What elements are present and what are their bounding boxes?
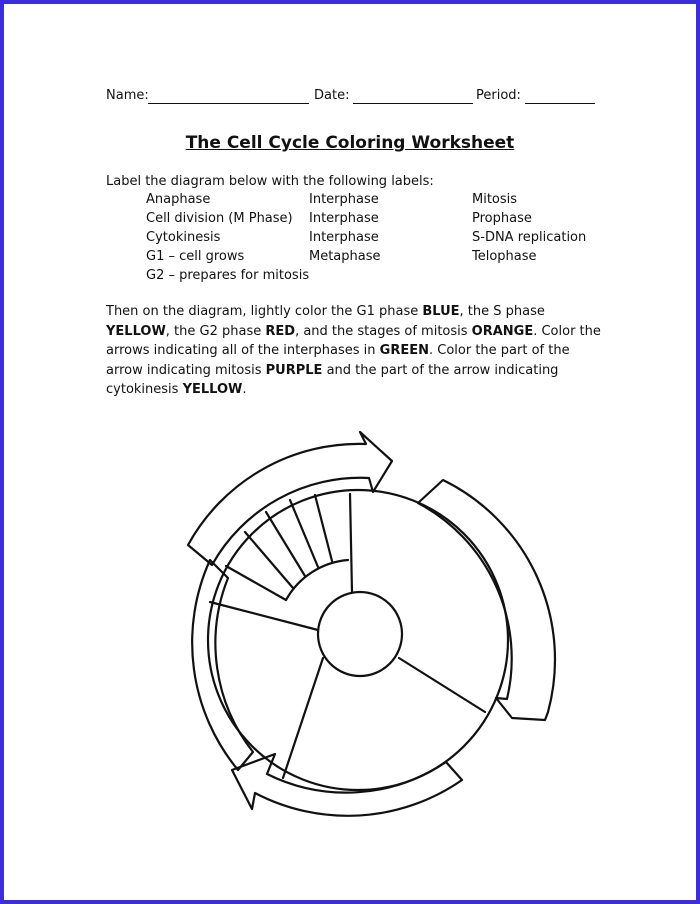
label-list-item: Interphase: [309, 192, 379, 207]
instruction-text: .: [242, 382, 247, 397]
instruction-text: , the S phase: [459, 304, 545, 319]
label-list-item: G1 – cell grows: [146, 249, 245, 264]
label-list-item: Telophase: [472, 249, 537, 264]
wheel-center: [318, 592, 402, 676]
label-list-item: Anaphase: [146, 192, 211, 207]
label-list-item: Metaphase: [309, 249, 381, 264]
wheel-divider: [283, 658, 323, 778]
label-list-item: Cytokinesis: [146, 230, 221, 245]
color-word-yellow: YELLOW: [182, 382, 243, 397]
label-list-item: Interphase: [309, 211, 379, 226]
wheel-divider: [350, 494, 352, 592]
instruction-text: Then on the diagram, lightly color the G1 phase: [106, 304, 423, 319]
cycle-arrow-top[interactable]: [188, 432, 392, 565]
name-label: Name:: [106, 88, 149, 103]
mitosis-divider: [226, 566, 286, 600]
label-list-item: G2 – prepares for mitosis: [146, 268, 310, 283]
instructions-intro: Label the diagram below with the following labels:: [106, 174, 434, 189]
mitosis-divider: [315, 495, 332, 561]
instruction-text: , the G2 phase: [165, 323, 266, 339]
color-word-purple: PURPLE: [265, 362, 323, 378]
page-title: The Cell Cycle Coloring Worksheet: [185, 133, 515, 153]
color-word-yellow: YELLOW: [106, 323, 166, 339]
label-list-item: Interphase: [309, 230, 379, 245]
wheel-divider: [210, 602, 318, 630]
color-word-blue: BLUE: [422, 304, 460, 319]
instruction-text: , and the stages of mitosis: [295, 323, 472, 339]
wheel-divider: [399, 658, 485, 712]
label-list-item: Cell division (M Phase): [146, 211, 293, 226]
label-list-item: Prophase: [472, 211, 532, 226]
cycle-arrow-bottom[interactable]: [232, 754, 462, 816]
instruction-text: . Color the part of the arrow indicating mitosis: [106, 343, 570, 378]
label-list-item: S-DNA replication: [472, 230, 587, 245]
color-word-green: GREEN: [379, 343, 429, 358]
instruction-text: . Color the arrows indicating all of the interphases in: [106, 323, 601, 358]
period-label: Period:: [476, 88, 521, 103]
label-list-item: Mitosis: [472, 192, 518, 207]
date-label: Date:: [314, 88, 350, 103]
cell-cycle-wheel: [208, 490, 508, 790]
instruction-text: and the part of the arrow indicating cytokinesis: [106, 362, 559, 397]
color-word-red: RED: [265, 323, 296, 339]
color-word-orange: ORANGE: [471, 323, 534, 339]
